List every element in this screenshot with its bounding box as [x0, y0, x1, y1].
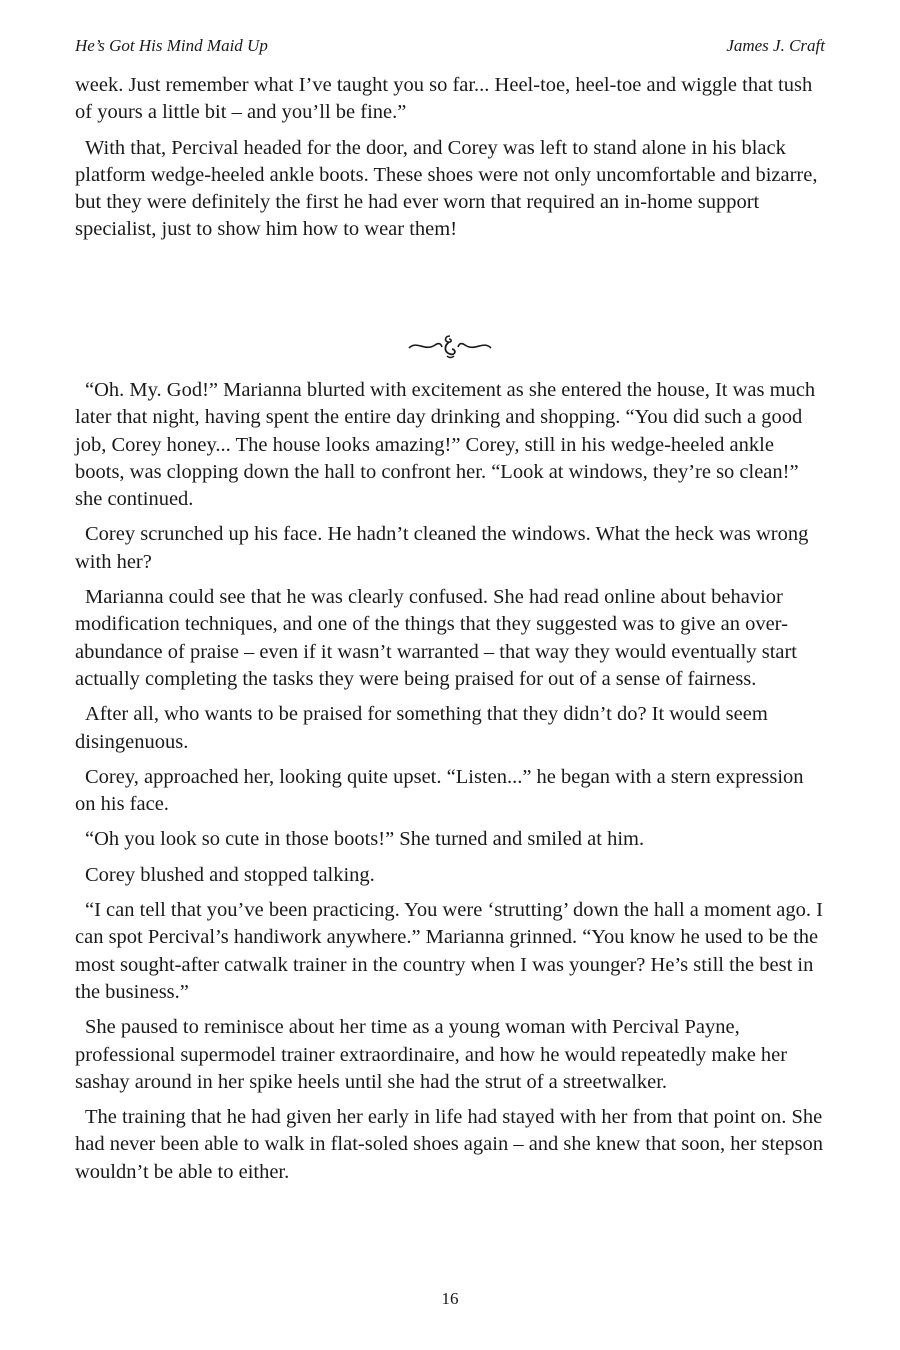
paragraph: With that, Percival headed for the door, and Corey was left to stand alone in his black platform wedge-heeled ankle boots. These shoes were not only uncomfortable and bizarre, but they were definitely the first he had ever worn that required an in-home support specialist, just to show him how to wear them! — [75, 136, 818, 241]
paragraph: “Oh. My. God!” Marianna blurted with excitement as she entered the house, It was much later that night, having spent the entire day drinking and shopping. “You did such a good job, Corey honey... The house looks amazing!” Corey, still in his wedge-heeled ankle boots, was clopping down the hall to confront her. “Look at windows, they’re so clean!” she continued. — [75, 379, 816, 511]
page-number: 16 — [441, 1289, 459, 1308]
text-block-top — [75, 72, 825, 252]
text-block-main — [75, 377, 825, 1194]
book-title: He’s Got His Mind Maid Up — [75, 36, 268, 55]
author-name: James J. Craft — [726, 36, 825, 55]
paragraph: She paused to reminisce about her time as a young woman with Percival Payne, professional supermodel trainer extraordinaire, and how he would repeatedly make her sashay around in her spike heels until she had the strut of a streetwalker. — [75, 1016, 788, 1093]
running-head — [75, 36, 825, 58]
paragraph: “I can tell that you’ve been practicing. You were ‘strutting’ down the hall a moment ago. I can spot Percival’s handiwork anywhere.” Marianna grinned. “You know he used to be the most sought-after catwalk trainer in the country when I was younger? He’s still the best in the business.” — [75, 899, 823, 1003]
paragraph: “Oh you look so cute in those boots!” She turned and smiled at him. — [85, 828, 645, 851]
paragraph: After all, who wants to be praised for something that they didn’t do? It would seem disingenuous. — [75, 703, 768, 753]
scroll-flourish-icon — [405, 332, 495, 360]
paragraph: Corey blushed and stopped talking. — [85, 863, 375, 886]
paragraph: The training that he had given her early in life had stayed with her from that point on. She had never been able to walk in flat-soled shoes again – and she knew that soon, her stepson wouldn’t be able to either. — [75, 1106, 824, 1183]
paragraph: Corey, approached her, looking quite upset. “Listen...” he began with a stern expression on his face. — [75, 765, 804, 816]
paragraph: Marianna could see that he was clearly confused. She had read online about behavior modification techniques, and one of the things that they suggested was to give an over-abundance of praise – even if it wasn’t warranted – that way they would eventually start actually completing the tasks they were being praised for out of a sense of fairness. — [75, 586, 798, 690]
paragraph: Corey scrunched up his face. He hadn’t cleaned the windows. What the heck was wrong with her? — [75, 523, 809, 573]
paragraph: week. Just remember what I’ve taught you so far... Heel-toe, heel-toe and wiggle that tush of yours a little bit – and you’ll be fine.” — [75, 74, 813, 124]
book-page — [75, 0, 825, 1350]
